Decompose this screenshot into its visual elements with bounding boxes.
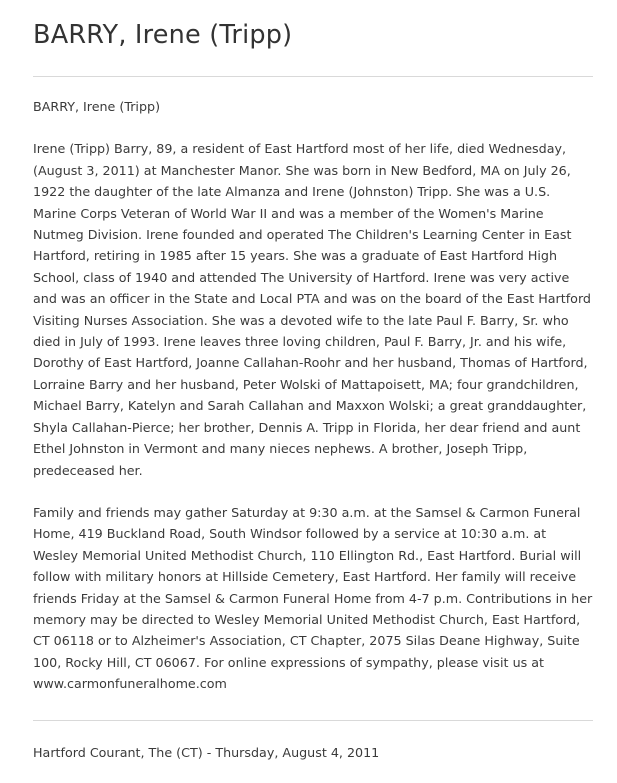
obituary-body bbox=[33, 96, 593, 716]
top-divider bbox=[33, 76, 593, 77]
source-citation: Hartford Courant, The (CT) - Thursday, August 4, 2011 bbox=[33, 745, 380, 760]
obituary-paragraph-biography: Irene (Tripp) Barry, 89, a resident of East Hartford most of her life, died Wednesday, (August 3, 2011) at Manchester Manor. She was born in New Bedford, MA on July 26, 1922 the daughter of the late Almanza and Irene (Johnston) Tripp. She was a U.S. Marine Corps Veteran of World War II and was a member of the Women's Marine Nutmeg Division. Irene founded and operated The Children's Learning Center in East Hartford, retiring in 1985 after 15 years. She was a graduate of East Hartford High School, class of 1940 and attended The University of Hartford. Irene was very active and was an officer in the State and Local PTA and was on the board of the East Hartford Visiting Nurses Association. She was a devoted wife to the late Paul F. Barry, Sr. who died in July of 1993. Irene leaves three loving children, Paul F. Barry, Jr. and his wife, Dorothy of East Hartford, Joanne Callahan-Roohr and her husband, Thomas of Hartford, Lorraine Barry and her husband, Peter Wolski of Mattapoisett, MA; four grandchildren, Michael Barry, Katelyn and Sarah Callahan and Maxxon Wolski; a great granddaughter, Shyla Callahan-Pierce; her brother, Dennis A. Tripp in Florida, her dear friend and aunt Ethel Johnston in Vermont and many nieces nephews. A brother, Joseph Tripp, predeceased her. bbox=[33, 141, 591, 478]
page-title: BARRY, Irene (Tripp) bbox=[33, 20, 293, 50]
bottom-divider bbox=[33, 720, 593, 721]
obituary-paragraph-services: Family and friends may gather Saturday at 9:30 a.m. at the Samsel & Carmon Funeral Home, 419 Buckland Road, South Windsor followed by a service at 10:30 a.m. at Wesley Memorial United Methodist Church, 110 Ellington Rd., East Hartford. Burial will follow with military honors at Hillside Cemetery, East Hartford. Her family will receive friends Friday at the Samsel & Carmon Funeral Home from 4-7 p.m. Contributions in her memory may be directed to Wesley Memorial United Methodist Church, East Hartford, CT 06118 or to Alzheimer's Association, CT Chapter, 2075 Silas Deane Highway, Suite 100, Rocky Hill, CT 06067. For online expressions of sympathy, please visit us at www.carmonfuneralhome.com bbox=[33, 504, 593, 692]
obituary-subhead: BARRY, Irene (Tripp) bbox=[33, 99, 161, 114]
